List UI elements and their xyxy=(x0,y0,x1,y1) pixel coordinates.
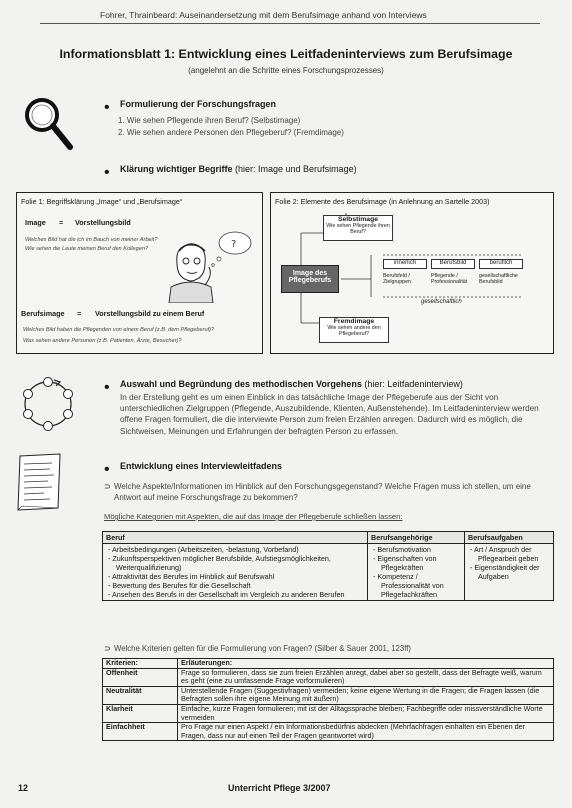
criterion-name: Offenheit xyxy=(103,668,178,686)
criterion-name: Einfachheit xyxy=(103,723,178,741)
running-header: Fohrer, Thrainbeard: Auseinandersetzung mit dem Berufsimage anhand von Interviews xyxy=(100,10,427,20)
table-row xyxy=(103,704,554,722)
gesellschaft-label: gesellschaftlich xyxy=(421,299,462,305)
berufsimage-equals: = xyxy=(77,309,82,318)
criteria-table xyxy=(102,658,554,741)
image-definition: Vorstellungsbild xyxy=(75,218,131,227)
categories-table xyxy=(102,531,554,601)
berufsimage-question-1: Welches Bild haben die Pflegenden von einem Beruf (z.B. dem Pflegeberuf)? xyxy=(23,327,215,333)
list-item: - Eigenschaften von Pflegekräften xyxy=(381,554,461,572)
page-number: 12 xyxy=(18,783,29,793)
section4-bullet: • xyxy=(104,461,110,478)
beruf-cell xyxy=(103,544,368,601)
col-item-3: gesellschaftliche Berufsbild xyxy=(479,273,518,285)
col-header-erlaeuterungen: Erläuterungen: xyxy=(178,659,554,669)
section2-heading-rest: (hier: Image und Berufsimage) xyxy=(232,164,357,174)
col-header-kriterien: Kriterien: xyxy=(103,659,178,669)
svg-text:?: ? xyxy=(231,239,237,250)
criterion-name: Neutralität xyxy=(103,686,178,704)
page-subtitle: (angelehnt an die Schritte eines Forschungsprozesses) xyxy=(188,66,384,75)
col-innerlich: innerlich xyxy=(383,259,427,269)
list-item: - Ansehen des Berufs in der Gesellschaft im Vergleich zu anderen Berufen xyxy=(116,590,364,599)
section2-heading-bold: Klärung wichtiger Begriffe xyxy=(120,164,233,174)
section1-bullet: • xyxy=(104,99,110,116)
categories-table-header xyxy=(103,532,554,544)
criterion-explanation: Frage so formulieren, dass sie zum freien Erzählen anregt, dabei aber so gestellt, dass der Befragte weiß, warum es geht (eine zu umfassende Frage vorformulieren) xyxy=(178,668,554,686)
angehoerige-cell xyxy=(368,544,465,601)
fremdimage-node xyxy=(319,317,389,343)
image-question-2: Wie sehen die Leute meinen Beruf den Kollegen? xyxy=(25,246,149,252)
selbstimage-title: Selbstimage xyxy=(337,216,379,223)
col-header-berufsangehoerige: Berufsangehörige xyxy=(368,532,465,544)
section3-heading-rest: (hier: Leitfadeninterview) xyxy=(361,379,463,389)
folie1-title: Folie 1: Begriffsklärung „Image“ und „Berufsimage“ xyxy=(21,197,183,206)
list-item: - Kompetenz / Professionalität von Pflegefachkräften xyxy=(381,572,461,599)
selbstimage-subtitle: Wie sehen Pflegende ihren Beruf? xyxy=(326,223,390,235)
criteria-question: Welche Kriterien gelten für die Formulierung von Fragen? (Silber & Sauer 2001, 123ff) xyxy=(114,644,412,653)
list-item: - Art / Anspruch der Pflegearbeit geben xyxy=(478,545,550,563)
section4-heading: Entwicklung eines Interviewleitfadens xyxy=(120,461,283,471)
section3-heading-bold: Auswahl und Begründung des methodischen Vorgehens xyxy=(120,379,362,389)
table-row xyxy=(103,686,554,704)
list-item: - Berufsmotivation xyxy=(381,545,461,554)
page-title: Informationsblatt 1: Entwicklung eines Leitfadeninterviews zum Berufsimage xyxy=(59,47,513,61)
criterion-name: Klarheit xyxy=(103,704,178,722)
image-question-1: Welches Bild hat die ich im Bauch von meiner Arbeit? xyxy=(25,237,158,243)
section3-bullet: • xyxy=(104,379,110,396)
col-header-beruf: Beruf xyxy=(103,532,368,544)
header-rule xyxy=(40,23,540,24)
section1-heading: Formulierung der Forschungsfragen xyxy=(120,99,277,109)
berufsimage-term: Berufsimage xyxy=(21,309,65,318)
research-question-1: 1. Wie sehen Pflegende ihren Beruf? (Selbstimage) xyxy=(118,116,301,125)
berufsimage-definition: Vorstellungsbild zu einem Beruf xyxy=(95,309,205,318)
list-item: - Eigenständigkeit der Aufgaben xyxy=(478,563,550,581)
image-equals: = xyxy=(59,218,64,227)
section2-bullet: • xyxy=(104,164,110,181)
list-item: - Bewertung des Berufes für die Gesellschaft xyxy=(116,581,364,590)
fremdimage-subtitle: Wie sehen andere den Pflegeberuf? xyxy=(327,325,381,337)
col-item-1: Berufsfeld / Zielgruppen xyxy=(383,273,411,285)
section3-body: In der Erstellung geht es um einen Einblick in das tatsächliche Image der Pflegeberufe aus der Sicht von unterschiedlichen Zielgruppen (Pflegende, Auszubildende, Klienten, Außenstehende). Im Leitfadeninterview werden offene Fragen formuliert, die die interviewte Person zum freien Erzählen anregen. Dadurch wird es möglich, die Sichtweisen, Meinungen und Erfahrungen der befragten Person zu erfassen. xyxy=(120,393,539,436)
col-berufsbild: Berufsbild xyxy=(431,259,475,269)
magnifier-icon xyxy=(22,95,74,153)
table-row xyxy=(103,723,554,741)
col-beruflich: beruflich xyxy=(479,259,523,269)
journal-name: Unterricht Pflege 3/2007 xyxy=(228,783,331,793)
selbstimage-node xyxy=(323,215,393,241)
criterion-explanation: Unterstellende Fragen (Suggestivfragen) vermeiden; keine eigene Wertung in die Fragen; die Fragen lassen (die Befragten sollen ihre eigene Meinung mit äußern) xyxy=(178,686,554,704)
list-item: - Zukunftsperspektiven möglicher Berufsbilde, Aufstiegsmöglichkeiten, Weiterqualifizierung) xyxy=(116,554,364,572)
col-item-2: Pflegende / Professionalität xyxy=(431,273,468,285)
section2-heading xyxy=(120,164,357,174)
criterion-explanation: Pro Frage nur einen Aspekt / ein Informationsbedürfnis abdecken (Mehrfachfragen einhalten ein Ebenen der Fragen, dass nur auf einen Teil der Fragen geantwortet wird) xyxy=(178,723,554,741)
section3-heading xyxy=(120,379,550,389)
section4-question: Welche Aspekte/Informationen im Hinblick auf den Forschungsgegenstand? Welche Fragen muss ich stellen, um eine Antwort auf meine Forschungsfrage zu bekommen? xyxy=(114,482,531,502)
categories-table-row xyxy=(103,544,554,601)
aufgaben-cell xyxy=(465,544,554,601)
folie2-title: Folie 2: Elemente des Berufsimage (in Anlehnung an Sartelle 2003) xyxy=(275,197,490,206)
list-item: - Arbeitsbedingungen (Arbeitszeiten, -belastung, Vorbefand) xyxy=(116,545,364,554)
list-item: - Attraktivität des Berufes im Hinblick auf Berufswahl xyxy=(116,572,364,581)
kategorien-intro: Mögliche Kategorien mit Aspekten, die auf das Image der Pflegeberufe schließen lassen: xyxy=(104,512,403,521)
image-term: Image xyxy=(25,218,46,227)
folie2-box xyxy=(270,192,554,354)
criterion-explanation: Einfache, kurze Fragen formulieren; mit ist der Alltagssprache bleiben; Fachbegriffe oder missverständliche Worte vermeiden xyxy=(178,704,554,722)
question-arrow-icon: ⊃ xyxy=(104,482,111,491)
fremdimage-title: Fremdimage xyxy=(333,318,375,325)
col-header-berufsaufgaben: Berufsaufgaben xyxy=(465,532,554,544)
cycle-process-icon xyxy=(18,374,78,434)
center-image-node: Image des Pflegeberufs xyxy=(281,265,339,293)
research-question-2: 2. Wie sehen andere Personen den Pflegeberuf? (Fremdimage) xyxy=(118,128,344,137)
criteria-arrow-icon: ⊃ xyxy=(104,644,111,653)
berufsimage-question-2: Was sehen andere Personen (z.B. Patienten, Ärzte, Besucher)? xyxy=(23,338,182,344)
folie1-box xyxy=(16,192,263,354)
table-row xyxy=(103,668,554,686)
document-icon xyxy=(14,452,66,514)
thinking-person-illustration xyxy=(157,223,257,303)
criteria-table-header xyxy=(103,659,554,669)
